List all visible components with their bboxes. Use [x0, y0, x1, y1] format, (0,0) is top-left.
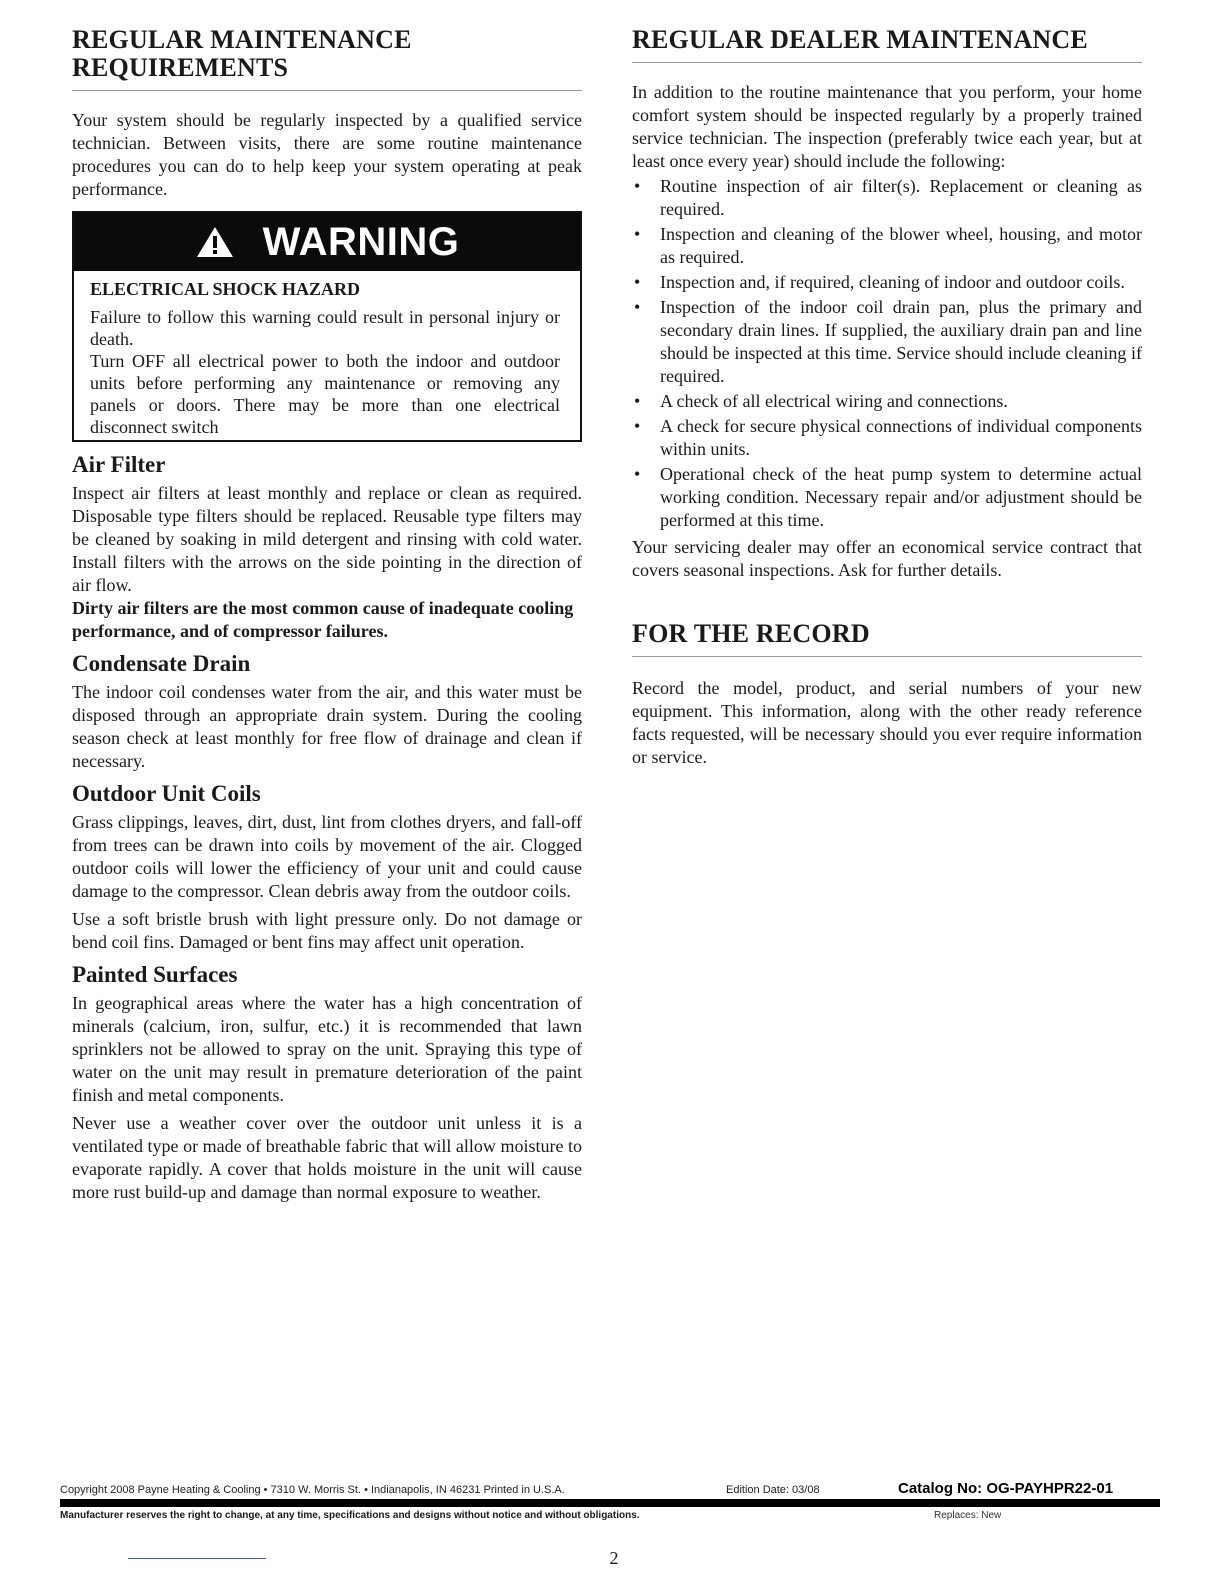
- painted-text-1: In geographical areas where the water has a high concentration of minerals (calcium, iron, sulfur, etc.) it is recommended that lawn sprinklers not be allowed to spray on the unit. Spraying this type of water on the unit may result in premature deterioration of the paint finish and metal components.: [72, 993, 582, 1105]
- condensate-title: Condensate Drain: [72, 651, 251, 676]
- outdoor-text-1: Grass clippings, leaves, dirt, dust, lint from clothes dryers, and fall-off from trees can be drawn into coils by movement of the air. Clogged outdoor coils will lower the efficiency of your unit and could cause damage to the compressor. Clean debris away from the outdoor coils.: [72, 812, 582, 901]
- left-column: [72, 26, 582, 1204]
- painted-title: Painted Surfaces: [72, 962, 238, 987]
- list-item: • A check of all electrical wiring and connections.: [634, 391, 1008, 411]
- catalog-number: Catalog No: OG-PAYHPR22-01: [898, 1480, 1114, 1497]
- heading-rule: [72, 90, 582, 91]
- list-item: • Inspection and cleaning of the blower wheel, housing, and motor as required.: [634, 224, 1142, 267]
- dealer-heading: REGULAR DEALER MAINTENANCE: [632, 25, 1088, 54]
- list-item: • Routine inspection of air filter(s). Replacement or cleaning as required.: [634, 176, 1142, 219]
- outdoor-text-2: Use a soft bristle brush with light pressure only. Do not damage or bend coil fins. Damaged or bent fins may affect unit operation.: [72, 909, 582, 952]
- air-filter-bold: Dirty air filters are the most common cause of inadequate cooling performance, and of compressor failures.: [72, 598, 574, 641]
- record-rule: [632, 656, 1142, 657]
- dealer-checklist: [632, 175, 1142, 532]
- warning-body: [74, 271, 580, 440]
- dealer-rule: [632, 62, 1142, 63]
- warning-box: [72, 211, 582, 442]
- air-filter-title: Air Filter: [72, 452, 166, 477]
- maintenance-heading: REGULAR MAINTENANCE REQUIREMENTS: [72, 25, 412, 82]
- warning-label: WARNING: [262, 219, 460, 264]
- record-text: Record the model, product, and serial numbers of your new equipment. This information, along with the other ready reference facts requested, will be necessary should you ever require information or service.: [632, 678, 1142, 767]
- outdoor-title: Outdoor Unit Coils: [72, 781, 261, 806]
- page-number: 2: [609, 1548, 619, 1568]
- list-item: • Operational check of the heat pump system to determine actual working condition. Necessary repair and/or adjustment should be performed at this time.: [634, 464, 1142, 530]
- painted-text-2: Never use a weather cover over the outdoor unit unless it is a ventilated type or made of breathable fabric that will allow moisture to evaporate rapidly. A cover that holds moisture in the unit will cause more rust build-up and damage than normal exposure to weather.: [72, 1113, 582, 1202]
- dealer-outro: Your servicing dealer may offer an economical service contract that covers seasonal inspections. Ask for further details.: [632, 537, 1142, 580]
- disclaimer-text: Manufacturer reserves the right to change, at any time, specifications and designs without notice and without obligations.: [60, 1510, 640, 1521]
- list-item: • Inspection and, if required, cleaning of indoor and outdoor coils.: [634, 272, 1125, 292]
- replaces-text: Replaces: New: [934, 1510, 1002, 1521]
- dealer-intro: In addition to the routine maintenance that you perform, your home comfort system should be inspected regularly by a properly trained service technician. The inspection (preferably twice each year, but at least once every year) should include the following:: [632, 82, 1142, 171]
- right-column: [632, 26, 1142, 769]
- footer-notice: [60, 1510, 1160, 1526]
- condensate-text: The indoor coil condenses water from the air, and this water must be disposed through an appropriate drain system. During the cooling season check at least monthly for free flow of drainage and clean if necessary.: [72, 682, 582, 771]
- air-filter-text: Inspect air filters at least monthly and replace or clean as required. Disposable type filters should be replaced. Reusable type filters may be cleaned by soaking in mild detergent and rinsing with cold water. Install filters with the arrows on the side pointing in the direction of air flow.: [72, 483, 582, 595]
- list-item: • A check for secure physical connections of individual components within units.: [634, 416, 1142, 459]
- maintenance-intro: Your system should be regularly inspected by a qualified service technician. Between visits, there are some routine maintenance procedures you can do to help keep your system operating at peak performance.: [72, 110, 582, 199]
- footer-bar: [60, 1499, 1160, 1507]
- record-heading: FOR THE RECORD: [632, 619, 870, 648]
- edition-date: Edition Date: 03/08: [726, 1484, 820, 1496]
- warning-text-1: Failure to follow this warning could result in personal injury or death.: [90, 307, 560, 349]
- warning-header: [74, 213, 580, 271]
- warning-triangle-icon: [195, 225, 235, 259]
- hazard-title: ELECTRICAL SHOCK HAZARD: [90, 279, 361, 299]
- copyright-text: Copyright 2008 Payne Heating & Cooling • 7310 W. Morris St. • Indianapolis, IN 46231 Printed in U.S.A.: [60, 1484, 565, 1496]
- warning-text-2: Turn OFF all electrical power to both the indoor and outdoor units before performing any maintenance or removing any panels or doors. There may be more than one electrical disconnect switch: [90, 351, 560, 437]
- list-item: • Inspection of the indoor coil drain pan, plus the primary and secondary drain lines. If supplied, the auxiliary drain pan and line should be inspected at this time. Service should include cleaning if required.: [634, 297, 1142, 386]
- link-underline: [128, 1558, 266, 1559]
